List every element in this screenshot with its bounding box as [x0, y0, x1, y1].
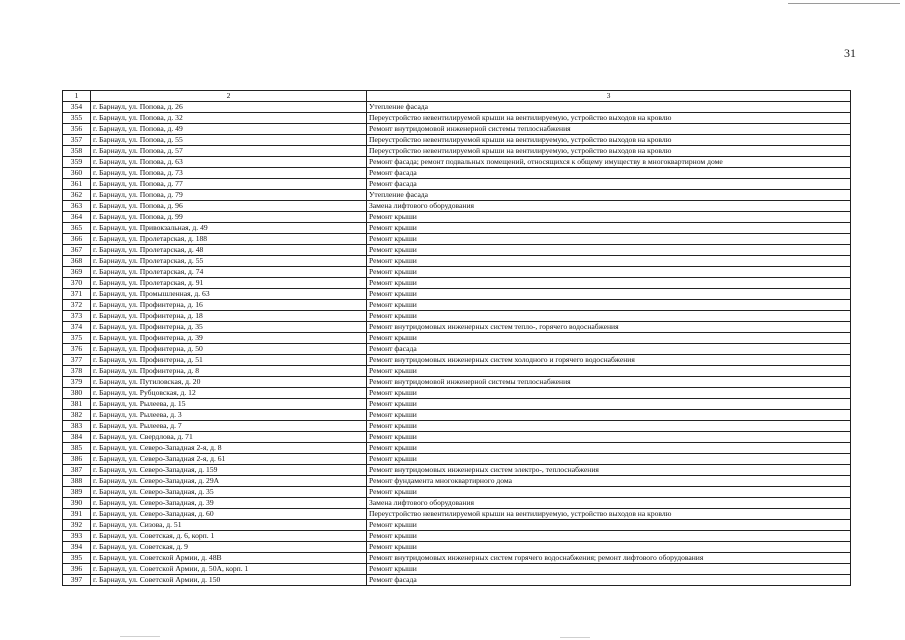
row-number-cell: 374 — [63, 322, 91, 333]
work-type-cell: Ремонт крыши — [367, 289, 851, 300]
row-number-cell: 392 — [63, 520, 91, 531]
row-number-cell: 361 — [63, 179, 91, 190]
scan-artifact-line — [560, 637, 590, 638]
address-cell: г. Барнаул, ул. Профинтерна, д. 8 — [91, 366, 367, 377]
table-row — [63, 256, 851, 267]
page-number: 31 — [844, 46, 856, 60]
work-type-cell: Утепление фасада — [367, 190, 851, 201]
table-row — [63, 300, 851, 311]
address-cell: г. Барнаул, ул. Попова, д. 49 — [91, 124, 367, 135]
address-cell: г. Барнаул, ул. Профинтерна, д. 51 — [91, 355, 367, 366]
address-cell: г. Барнаул, ул. Путиловская, д. 20 — [91, 377, 367, 388]
table-row — [63, 388, 851, 399]
work-type-cell: Замена лифтового оборудования — [367, 498, 851, 509]
table-row — [63, 399, 851, 410]
table-row — [63, 190, 851, 201]
table-row — [63, 465, 851, 476]
row-number-cell: 387 — [63, 465, 91, 476]
table-row — [63, 498, 851, 509]
scan-artifact-line — [788, 3, 900, 4]
work-type-cell: Ремонт крыши — [367, 531, 851, 542]
address-cell: г. Барнаул, ул. Попова, д. 26 — [91, 102, 367, 113]
row-number-cell: 390 — [63, 498, 91, 509]
work-type-cell: Ремонт крыши — [367, 223, 851, 234]
table-row — [63, 146, 851, 157]
table-row — [63, 168, 851, 179]
table-row — [63, 377, 851, 388]
work-type-cell: Ремонт крыши — [367, 212, 851, 223]
table-row — [63, 531, 851, 542]
row-number-cell: 380 — [63, 388, 91, 399]
work-type-cell: Ремонт фундамента многоквартирного дома — [367, 476, 851, 487]
housing-repair-table — [62, 90, 851, 586]
table-row — [63, 311, 851, 322]
row-number-cell: 362 — [63, 190, 91, 201]
address-cell: г. Барнаул, ул. Северо-Западная, д. 35 — [91, 487, 367, 498]
address-cell: г. Барнаул, ул. Советской Армии, д. 48В — [91, 553, 367, 564]
table-row — [63, 245, 851, 256]
row-number-cell: 366 — [63, 234, 91, 245]
table-row — [63, 212, 851, 223]
table-row — [63, 322, 851, 333]
row-number-cell: 382 — [63, 410, 91, 421]
address-cell: г. Барнаул, ул. Попова, д. 57 — [91, 146, 367, 157]
work-type-cell: Переустройство невентилируемой крыши на вентилируемую, устройство выходов на кровлю — [367, 146, 851, 157]
table-row — [63, 553, 851, 564]
row-number-cell: 395 — [63, 553, 91, 564]
row-number-cell: 355 — [63, 113, 91, 124]
address-cell: г. Барнаул, ул. Рылеева, д. 3 — [91, 410, 367, 421]
table-row — [63, 113, 851, 124]
work-type-cell: Замена лифтового оборудования — [367, 201, 851, 212]
table-body — [63, 102, 851, 586]
row-number-cell: 359 — [63, 157, 91, 168]
address-cell: г. Барнаул, ул. Попова, д. 79 — [91, 190, 367, 201]
row-number-cell: 384 — [63, 432, 91, 443]
table-row — [63, 564, 851, 575]
table-row — [63, 542, 851, 553]
work-type-cell: Утепление фасада — [367, 102, 851, 113]
table-row — [63, 421, 851, 432]
address-cell: г. Барнаул, ул. Попова, д. 77 — [91, 179, 367, 190]
address-cell: г. Барнаул, ул. Попова, д. 55 — [91, 135, 367, 146]
work-type-cell: Переустройство невентилируемой крыши на вентилируемую, устройство выходов на кровлю — [367, 113, 851, 124]
work-type-cell: Ремонт крыши — [367, 333, 851, 344]
address-cell: г. Барнаул, ул. Сизова, д. 51 — [91, 520, 367, 531]
address-cell: г. Барнаул, ул. Профинтерна, д. 39 — [91, 333, 367, 344]
row-number-cell: 379 — [63, 377, 91, 388]
row-number-cell: 397 — [63, 575, 91, 586]
column-header-number: 1 — [63, 91, 91, 102]
address-cell: г. Барнаул, ул. Северо-Западная 2-я, д. 8 — [91, 443, 367, 454]
address-cell: г. Барнаул, ул. Профинтерна, д. 18 — [91, 311, 367, 322]
address-cell: г. Барнаул, ул. Профинтерна, д. 35 — [91, 322, 367, 333]
work-type-cell: Переустройство невентилируемой крыши на вентилируемую, устройство выходов на кровлю — [367, 509, 851, 520]
row-number-cell: 357 — [63, 135, 91, 146]
address-cell: г. Барнаул, ул. Северо-Западная, д. 29А — [91, 476, 367, 487]
row-number-cell: 369 — [63, 267, 91, 278]
address-cell: г. Барнаул, ул. Попова, д. 96 — [91, 201, 367, 212]
address-cell: г. Барнаул, ул. Северо-Западная 2-я, д. 61 — [91, 454, 367, 465]
work-type-cell: Ремонт внутридомовой инженерной системы теплоснабжения — [367, 377, 851, 388]
work-type-cell: Ремонт крыши — [367, 300, 851, 311]
address-cell: г. Барнаул, ул. Рылеева, д. 15 — [91, 399, 367, 410]
address-cell: г. Барнаул, ул. Северо-Западная, д. 159 — [91, 465, 367, 476]
address-cell: г. Барнаул, ул. Советской Армии, д. 150 — [91, 575, 367, 586]
row-number-cell: 367 — [63, 245, 91, 256]
table-row — [63, 432, 851, 443]
table-row — [63, 267, 851, 278]
row-number-cell: 389 — [63, 487, 91, 498]
row-number-cell: 393 — [63, 531, 91, 542]
row-number-cell: 386 — [63, 454, 91, 465]
work-type-cell: Ремонт крыши — [367, 388, 851, 399]
row-number-cell: 376 — [63, 344, 91, 355]
table-row — [63, 355, 851, 366]
address-cell: г. Барнаул, ул. Советская, д. 9 — [91, 542, 367, 553]
work-type-cell: Ремонт крыши — [367, 410, 851, 421]
table-row — [63, 289, 851, 300]
work-type-cell: Ремонт крыши — [367, 234, 851, 245]
table-row — [63, 179, 851, 190]
address-cell: г. Барнаул, ул. Советской Армии, д. 50А, корп. 1 — [91, 564, 367, 575]
address-cell: г. Барнаул, ул. Попова, д. 99 — [91, 212, 367, 223]
scan-artifact-line — [120, 636, 160, 637]
address-cell: г. Барнаул, ул. Попова, д. 73 — [91, 168, 367, 179]
address-cell: г. Барнаул, ул. Пролетарская, д. 55 — [91, 256, 367, 267]
row-number-cell: 394 — [63, 542, 91, 553]
table-row — [63, 520, 851, 531]
column-header-address: 2 — [91, 91, 367, 102]
table-row — [63, 487, 851, 498]
address-cell: г. Барнаул, ул. Пролетарская, д. 48 — [91, 245, 367, 256]
row-number-cell: 354 — [63, 102, 91, 113]
table-row — [63, 509, 851, 520]
row-number-cell: 372 — [63, 300, 91, 311]
table-row — [63, 234, 851, 245]
row-number-cell: 378 — [63, 366, 91, 377]
work-type-cell: Ремонт крыши — [367, 520, 851, 531]
table-row — [63, 157, 851, 168]
row-number-cell: 388 — [63, 476, 91, 487]
row-number-cell: 365 — [63, 223, 91, 234]
address-cell: г. Барнаул, ул. Пролетарская, д. 74 — [91, 267, 367, 278]
table-row — [63, 135, 851, 146]
row-number-cell: 383 — [63, 421, 91, 432]
address-cell: г. Барнаул, ул. Привокзальная, д. 49 — [91, 223, 367, 234]
row-number-cell: 381 — [63, 399, 91, 410]
row-number-cell: 363 — [63, 201, 91, 212]
column-header-work-type: 3 — [367, 91, 851, 102]
work-type-cell: Ремонт фасада — [367, 344, 851, 355]
table-row — [63, 333, 851, 344]
table-row — [63, 575, 851, 586]
table-row — [63, 410, 851, 421]
address-cell: г. Барнаул, ул. Северо-Западная, д. 60 — [91, 509, 367, 520]
table-row — [63, 454, 851, 465]
row-number-cell: 356 — [63, 124, 91, 135]
address-cell: г. Барнаул, ул. Советская, д. 6, корп. 1 — [91, 531, 367, 542]
address-cell: г. Барнаул, ул. Рылеева, д. 7 — [91, 421, 367, 432]
table-row — [63, 278, 851, 289]
work-type-cell: Ремонт фасада — [367, 575, 851, 586]
address-cell: г. Барнаул, ул. Профинтерна, д. 50 — [91, 344, 367, 355]
work-type-cell: Ремонт внутридомовой инженерной системы теплоснабжения — [367, 124, 851, 135]
row-number-cell: 396 — [63, 564, 91, 575]
work-type-cell: Ремонт крыши — [367, 399, 851, 410]
work-type-cell: Ремонт крыши — [367, 432, 851, 443]
table-row — [63, 476, 851, 487]
work-type-cell: Ремонт крыши — [367, 443, 851, 454]
work-type-cell: Ремонт крыши — [367, 542, 851, 553]
work-type-cell: Ремонт фасада — [367, 168, 851, 179]
address-cell: г. Барнаул, ул. Попова, д. 63 — [91, 157, 367, 168]
work-type-cell: Ремонт крыши — [367, 256, 851, 267]
row-number-cell: 371 — [63, 289, 91, 300]
row-number-cell: 368 — [63, 256, 91, 267]
table-header-row — [63, 91, 851, 102]
work-type-cell: Ремонт крыши — [367, 366, 851, 377]
row-number-cell: 377 — [63, 355, 91, 366]
work-type-cell: Ремонт внутридомовых инженерных систем тепло-, горячего водоснабжения — [367, 322, 851, 333]
table-row — [63, 201, 851, 212]
work-type-cell: Ремонт крыши — [367, 421, 851, 432]
address-cell: г. Барнаул, ул. Рубцовская, д. 12 — [91, 388, 367, 399]
table-row — [63, 223, 851, 234]
work-type-cell: Ремонт внутридомовых инженерных систем холодного и горячего водоснабжения — [367, 355, 851, 366]
address-cell: г. Барнаул, ул. Пролетарская, д. 188 — [91, 234, 367, 245]
table-row — [63, 443, 851, 454]
table-row — [63, 344, 851, 355]
work-type-cell: Переустройство невентилируемой крыши на вентилируемую, устройство выходов на кровлю — [367, 135, 851, 146]
work-type-cell: Ремонт фасада; ремонт подвальных помещений, относящихся к общему имуществу в многоквартирном доме — [367, 157, 851, 168]
row-number-cell: 370 — [63, 278, 91, 289]
table-row — [63, 102, 851, 113]
row-number-cell: 385 — [63, 443, 91, 454]
work-type-cell: Ремонт крыши — [367, 311, 851, 322]
work-type-cell: Ремонт внутридомовых инженерных систем горячего водоснабжения; ремонт лифтового оборудования — [367, 553, 851, 564]
row-number-cell: 358 — [63, 146, 91, 157]
row-number-cell: 373 — [63, 311, 91, 322]
address-cell: г. Барнаул, ул. Профинтерна, д. 16 — [91, 300, 367, 311]
address-cell: г. Барнаул, ул. Промышленная, д. 63 — [91, 289, 367, 300]
work-type-cell: Ремонт крыши — [367, 454, 851, 465]
work-type-cell: Ремонт крыши — [367, 564, 851, 575]
row-number-cell: 364 — [63, 212, 91, 223]
address-cell: г. Барнаул, ул. Пролетарская, д. 91 — [91, 278, 367, 289]
work-type-cell: Ремонт крыши — [367, 278, 851, 289]
work-type-cell: Ремонт крыши — [367, 487, 851, 498]
work-type-cell: Ремонт крыши — [367, 245, 851, 256]
work-type-cell: Ремонт внутридомовых инженерных систем электро-, теплоснабжения — [367, 465, 851, 476]
row-number-cell: 375 — [63, 333, 91, 344]
work-type-cell: Ремонт крыши — [367, 267, 851, 278]
address-cell: г. Барнаул, ул. Попова, д. 32 — [91, 113, 367, 124]
address-cell: г. Барнаул, ул. Свердлова, д. 71 — [91, 432, 367, 443]
row-number-cell: 391 — [63, 509, 91, 520]
table-row — [63, 124, 851, 135]
table-row — [63, 366, 851, 377]
row-number-cell: 360 — [63, 168, 91, 179]
work-type-cell: Ремонт фасада — [367, 179, 851, 190]
address-cell: г. Барнаул, ул. Северо-Западная, д. 39 — [91, 498, 367, 509]
